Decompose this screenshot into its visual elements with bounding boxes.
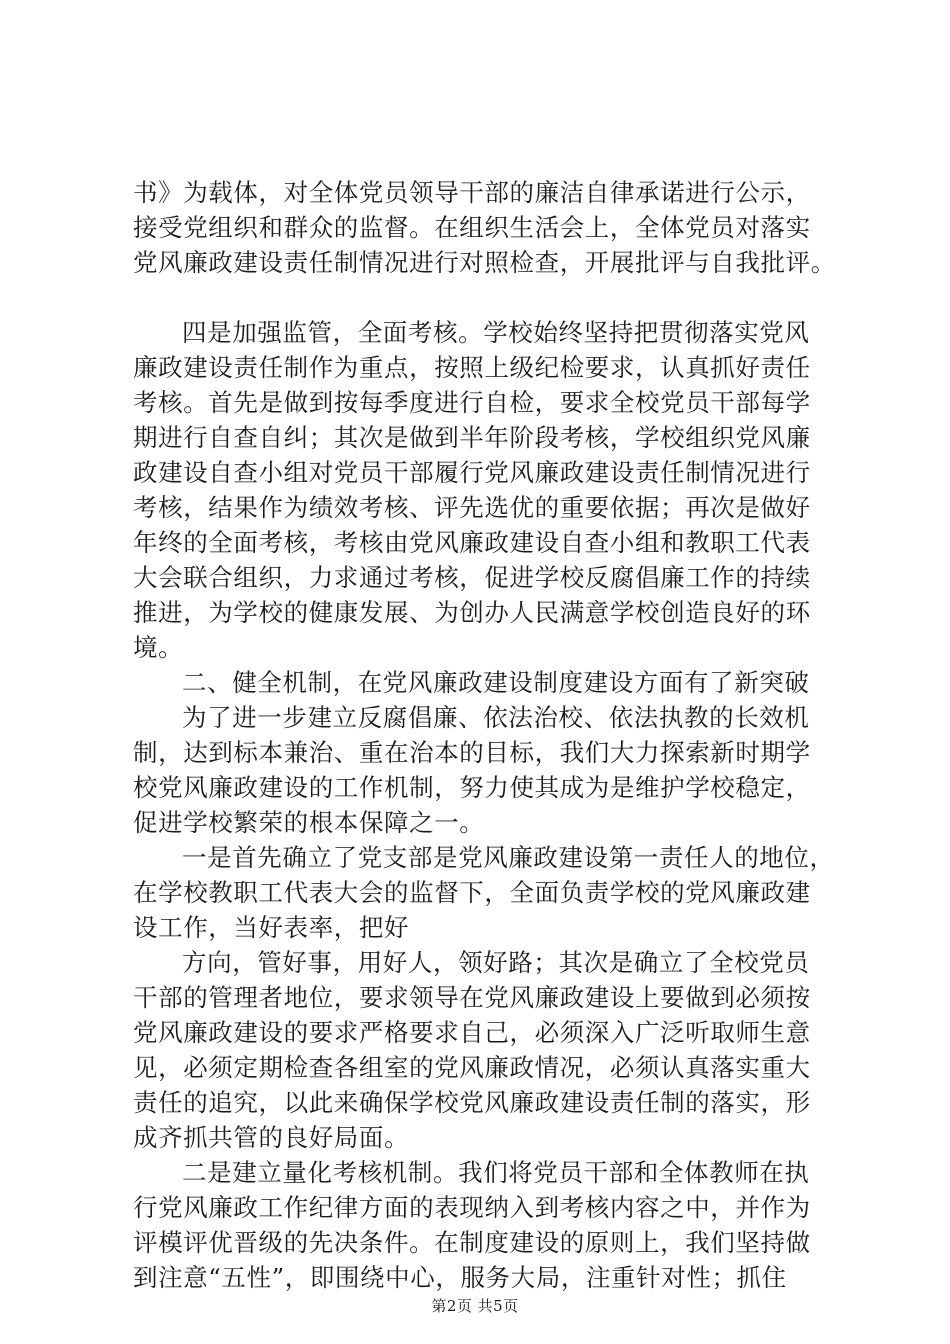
- text-line: 党风廉政建设的要求严格要求自己，必须深入广泛听取师生意: [133, 1018, 811, 1047]
- text-line: 制，达到标本兼治、重在治本的目标，我们大力探索新时期学: [133, 738, 811, 767]
- text-line: 廉政建设责任制作为重点，按照上级纪检要求，认真抓好责任: [133, 353, 811, 382]
- page-number-footer: 第2页 共5页: [431, 1297, 519, 1315]
- text-line: 行党风廉政工作纪律方面的表现纳入到考核内容之中，并作为: [133, 1193, 811, 1222]
- text-line: 接受党组织和群众的监督。在组织生活会上，全体党员对落实: [133, 213, 811, 242]
- text-line: 推进，为学校的健康发展、为创办人民满意学校创造良好的环: [133, 598, 811, 627]
- text-line: 考核。首先是做到按每季度进行自检，要求全校党员干部每学: [133, 388, 811, 417]
- text-line: 成齐抓共管的良好局面。: [133, 1123, 410, 1152]
- text-line: 在学校教职工代表大会的监督下，全面负责学校的党风廉政建: [133, 878, 811, 907]
- text-line: 评模评优晋级的先决条件。在制度建设的原则上，我们坚持做: [133, 1228, 811, 1257]
- text-line: 书》为载体，对全体党员领导干部的廉洁自律承诺进行公示，: [133, 178, 811, 207]
- text-line: 见，必须定期检查各组室的党风廉政情况，必须认真落实重大: [133, 1053, 811, 1082]
- text-line: 干部的管理者地位，要求领导在党风廉政建设上要做到必须按: [133, 983, 811, 1012]
- paragraph-first-line: 四是加强监管，全面考核。学校始终坚持把贯彻落实党风: [182, 318, 810, 347]
- paragraph-first-line: 方向，管好事，用好人，领好路；其次是确立了全校党员: [182, 948, 810, 977]
- text-line: 大会联合组织，力求通过考核，促进学校反腐倡廉工作的持续: [133, 563, 811, 592]
- section-heading: 二、健全机制，在党风廉政建设制度建设方面有了新突破: [182, 668, 810, 697]
- text-line: 责任的追究，以此来确保学校党风廉政建设责任制的落实，形: [133, 1088, 811, 1117]
- text-line: 到注意“五性”，即围绕中心，服务大局，注重针对性；抓住: [133, 1263, 787, 1292]
- text-line: 促进学校繁荣的根本保障之一。: [133, 808, 485, 837]
- text-line: 考核，结果作为绩效考核、评先选优的重要依据；再次是做好: [133, 493, 811, 522]
- text-line: 校党风廉政建设的工作机制，努力使其成为是维护学校稳定，: [133, 773, 811, 802]
- text-line: 期进行自查自纠；其次是做到半年阶段考核，学校组织党风廉: [133, 423, 811, 452]
- text-line: 境。: [133, 633, 184, 662]
- text-line: 年终的全面考核，考核由党风廉政建设自查小组和教职工代表: [133, 528, 811, 557]
- paragraph-first-line: 二是建立量化考核机制。我们将党员干部和全体教师在执: [182, 1158, 810, 1187]
- text-line: 政建设自查小组对党员干部履行党风廉政建设责任制情况进行: [133, 458, 811, 487]
- paragraph-first-line: 为了进一步建立反腐倡廉、依法治校、依法执教的长效机: [182, 703, 810, 732]
- paragraph-first-line: 一是首先确立了党支部是党风廉政建设第一责任人的地位，: [182, 843, 835, 872]
- text-line: 党风廉政建设责任制情况进行对照检查，开展批评与自我批评。: [133, 248, 836, 277]
- text-line: 设工作，当好表率，把好: [133, 913, 410, 942]
